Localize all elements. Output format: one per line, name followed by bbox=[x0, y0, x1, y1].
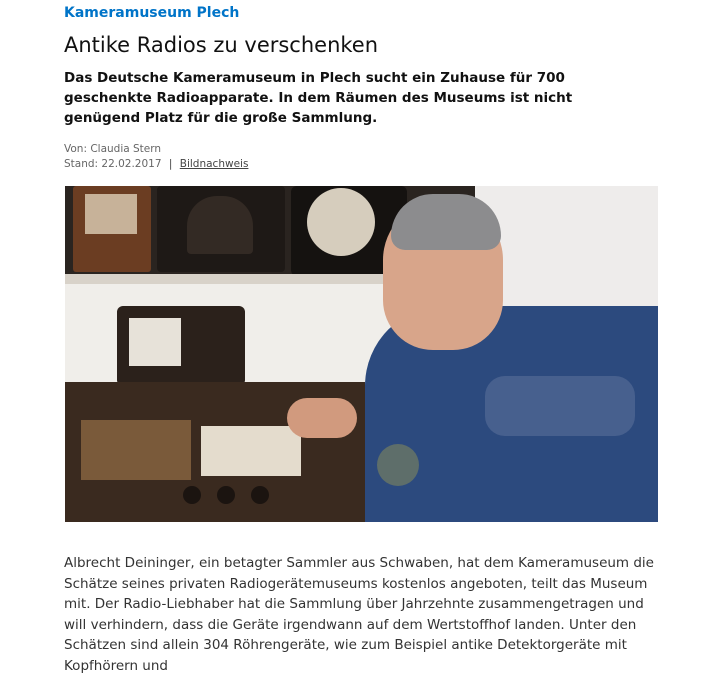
date-text: Stand: 22.02.2017 bbox=[64, 158, 162, 170]
photo-man-hand bbox=[287, 398, 357, 438]
image-credits-link[interactable]: Bildnachweis bbox=[179, 158, 249, 170]
article-meta bbox=[64, 142, 248, 172]
photo-detector-device bbox=[377, 444, 419, 486]
photo-radio-2 bbox=[157, 186, 285, 272]
author-line: Von: Claudia Stern bbox=[64, 143, 162, 155]
photo-sweater-pattern bbox=[485, 376, 635, 436]
article-photo bbox=[65, 186, 658, 522]
article-kicker[interactable]: Kameramuseum Plech bbox=[64, 5, 240, 21]
photo-man-hair bbox=[391, 194, 501, 250]
date-line bbox=[64, 157, 248, 172]
meta-separator: | bbox=[168, 158, 173, 170]
article-lead: Das Deutsche Kameramuseum in Plech sucht ein Zuhause für 700 geschenkte Radioapparate. In dem Räumen des Museums ist nicht genügend Platz für die große Sammlung. bbox=[64, 70, 573, 126]
photo-radio-1 bbox=[73, 186, 151, 272]
article-title: Antike Radios zu verschenken bbox=[64, 33, 379, 57]
article-body: Albrecht Deininger, ein betagter Sammler aus Schwaben, hat dem Kameramuseum die Schätze seines privaten Radiogerätemuseums kostenlos angeboten, teilt das Museum mit. Der Radio-Liebhaber hat die Sammlung über Jahrzehnte zusammengetragen und will verhindern, dass die Geräte irgendwann auf dem Wertstoffhof landen. Unter den Schätzen sind allein 304 Röhrengeräte, wie zum Beispiel antike Detektorgeräte mit Kopfhörern und bbox=[64, 555, 654, 674]
photo-radio-4 bbox=[117, 306, 245, 386]
